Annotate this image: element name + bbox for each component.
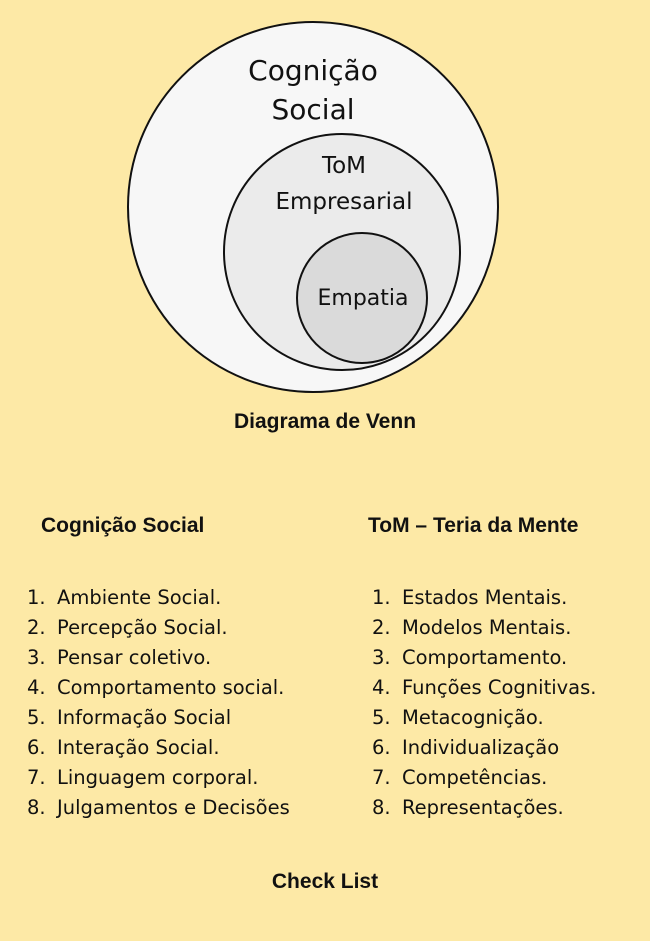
list-item-number: 2. bbox=[27, 616, 46, 639]
list-item bbox=[27, 583, 290, 613]
venn-caption: Diagrama de Venn bbox=[233, 410, 417, 433]
list-item-number: 8. bbox=[27, 796, 46, 819]
list-item-text: Representações. bbox=[402, 796, 564, 819]
list-item-text: Modelos Mentais. bbox=[402, 616, 572, 639]
list-item-text: Individualização bbox=[402, 736, 560, 759]
venn-svg bbox=[0, 0, 650, 400]
inner-label: Empatia bbox=[317, 286, 409, 311]
list-item-text: Comportamento social. bbox=[57, 676, 285, 699]
list-item-text: Pensar coletivo. bbox=[57, 646, 212, 669]
venn-diagram bbox=[0, 0, 650, 400]
list-item bbox=[372, 643, 597, 673]
list-item-text: Percepção Social. bbox=[57, 616, 228, 639]
list-item-text: Competências. bbox=[402, 766, 548, 789]
right-list bbox=[372, 583, 597, 823]
list-item bbox=[372, 673, 597, 703]
list-item-text: Metacognição. bbox=[402, 706, 544, 729]
list-item-text: Informação Social bbox=[57, 706, 232, 729]
list-item-number: 8. bbox=[372, 796, 391, 819]
list-item bbox=[27, 703, 290, 733]
list-item-number: 3. bbox=[372, 646, 391, 669]
outer-label-line1: Cognição bbox=[248, 54, 378, 87]
list-item-number: 5. bbox=[372, 706, 391, 729]
list-item-text: Funções Cognitivas. bbox=[402, 676, 597, 699]
list-item bbox=[372, 733, 597, 763]
list-item-number: 3. bbox=[27, 646, 46, 669]
list-item bbox=[27, 763, 290, 793]
list-item bbox=[27, 643, 290, 673]
right-list-title: ToM – Teria da Mente bbox=[368, 514, 579, 537]
list-item bbox=[372, 583, 597, 613]
list-item-number: 4. bbox=[27, 676, 46, 699]
list-item-number: 7. bbox=[27, 766, 46, 789]
list-item-number: 7. bbox=[372, 766, 391, 789]
list-item-number: 1. bbox=[27, 586, 46, 609]
middle-label-line2: Empresarial bbox=[275, 189, 413, 215]
list-item-number: 2. bbox=[372, 616, 391, 639]
list-item-text: Linguagem corporal. bbox=[57, 766, 259, 789]
left-list-title: Cognição Social bbox=[41, 514, 205, 537]
list-item bbox=[372, 703, 597, 733]
list-item bbox=[372, 763, 597, 793]
left-list bbox=[27, 583, 290, 823]
list-item bbox=[372, 793, 597, 823]
list-item bbox=[372, 613, 597, 643]
list-item bbox=[27, 613, 290, 643]
checklist-caption: Check List bbox=[271, 870, 379, 893]
list-item bbox=[27, 793, 290, 823]
list-item-number: 4. bbox=[372, 676, 391, 699]
middle-label-line1: ToM bbox=[321, 153, 367, 179]
list-item-text: Comportamento. bbox=[402, 646, 568, 669]
list-item bbox=[27, 673, 290, 703]
outer-label-line2: Social bbox=[271, 93, 355, 126]
list-item-number: 1. bbox=[372, 586, 391, 609]
list-item-number: 5. bbox=[27, 706, 46, 729]
list-item bbox=[27, 733, 290, 763]
list-item-text: Julgamentos e Decisões bbox=[57, 796, 290, 819]
list-item-number: 6. bbox=[27, 736, 46, 759]
list-item-number: 6. bbox=[372, 736, 391, 759]
list-item-text: Interação Social. bbox=[57, 736, 220, 759]
list-item-text: Ambiente Social. bbox=[57, 586, 222, 609]
list-item-text: Estados Mentais. bbox=[402, 586, 568, 609]
